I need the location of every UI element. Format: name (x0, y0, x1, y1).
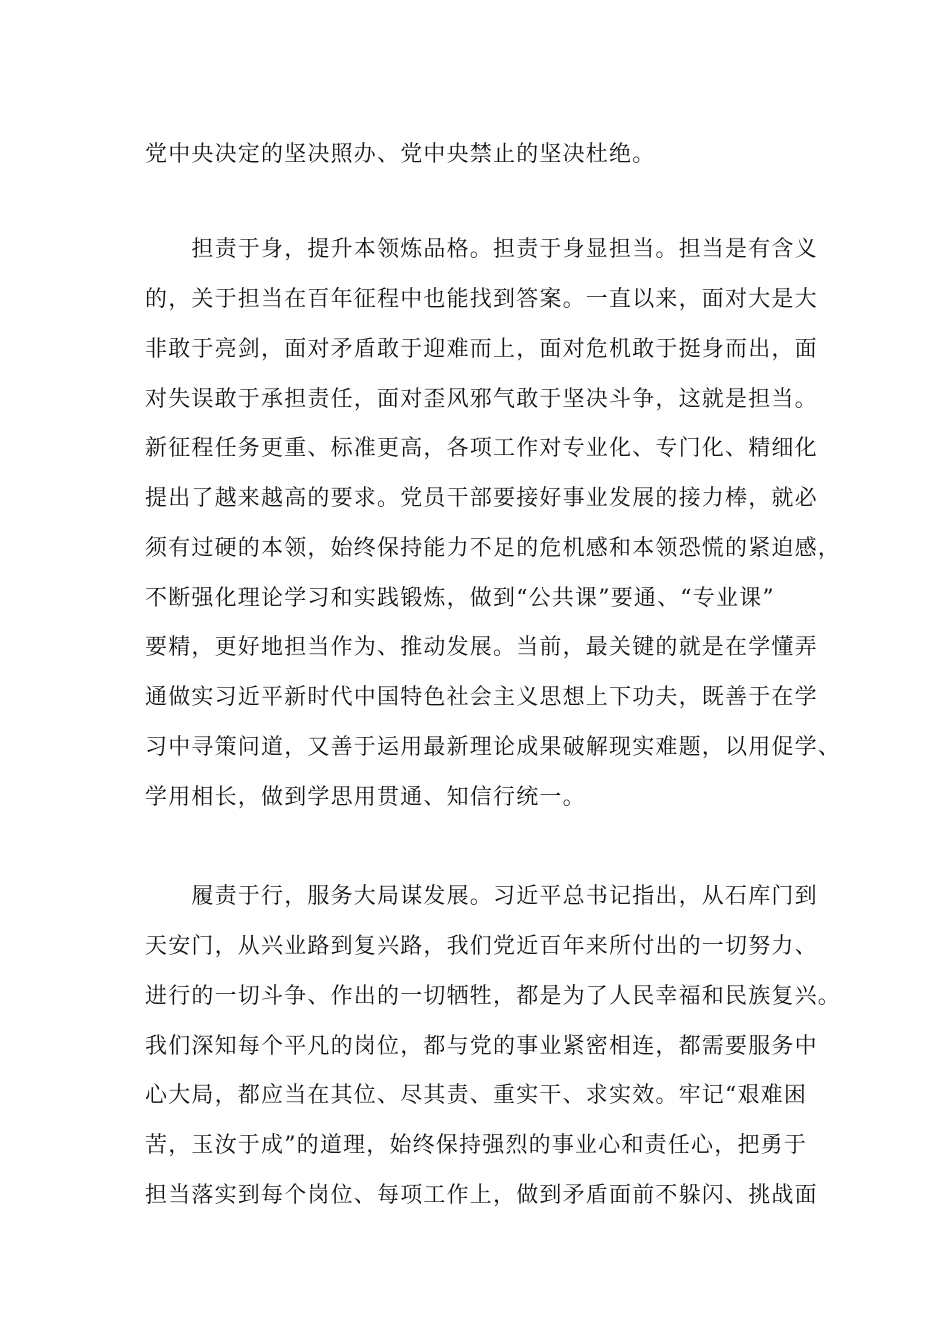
paragraph-2-line-3: 非敢于亮剑，面对矛盾敢于迎难而上，面对危机敢于挺身而出，面 (145, 337, 818, 362)
paragraph-2-line-7: 须有过硬的本领，始终保持能力不足的危机感和本领恐慌的紧迫感， (145, 536, 842, 561)
paragraph-3-line-5: 心大局，都应当在其位、尽其责、重实干、求实效。牢记“艰难困 (145, 1083, 808, 1108)
paragraph-2-line-1: 担责于身，提升本领炼品格。担责于身显担当。担当是有含义 (145, 237, 818, 262)
paragraph-3-line-6: 苦，玉汝于成”的道理，始终保持强烈的事业心和责任心，把勇于 (145, 1133, 808, 1158)
paragraph-2-line-2: 的，关于担当在百年征程中也能找到答案。一直以来，面对大是大 (145, 287, 818, 312)
paragraph-2-line-11: 习中寻策问道，又善于运用最新理论成果破解现实难题，以用促学、 (145, 735, 842, 760)
paragraph-3-line-1: 履责于行，服务大局谋发展。习近平总书记指出，从石库门到 (145, 884, 818, 909)
paragraph-3-line-7: 担当落实到每个岗位、每项工作上，做到矛盾面前不躲闪、挑战面 (145, 1183, 818, 1208)
paragraph-1-line-1: 党中央决定的坚决照办、党中央禁止的坚决杜绝。 (145, 142, 656, 167)
paragraph-2-line-5: 新征程任务更重、标准更高，各项工作对专业化、专门化、精细化 (145, 436, 818, 461)
paragraph-3-line-3: 进行的一切斗争、作出的一切牺牲，都是为了人民幸福和民族复兴。 (145, 984, 842, 1009)
paragraph-2-line-9: 要精，更好地担当作为、推动发展。当前，最关键的就是在学懂弄 (145, 635, 818, 660)
paragraph-2-line-10: 通做实习近平新时代中国特色社会主义思想上下功夫，既善于在学 (145, 685, 818, 710)
paragraph-2-line-4: 对失误敢于承担责任，面对歪风邪气敢于坚决斗争，这就是担当。 (145, 387, 818, 412)
paragraph-2-line-12: 学用相长，做到学思用贯通、知信行统一。 (145, 785, 586, 810)
paragraph-2-line-8: 不断强化理论学习和实践锻炼，做到“公共课”要通、“专业课” (145, 586, 775, 611)
paragraph-2-line-6: 提出了越来越高的要求。党员干部要接好事业发展的接力棒，就必 (145, 486, 818, 511)
paragraph-3-line-2: 天安门，从兴业路到复兴路，我们党近百年来所付出的一切努力、 (145, 934, 818, 959)
paragraph-3-line-4: 我们深知每个平凡的岗位，都与党的事业紧密相连，都需要服务中 (145, 1034, 818, 1059)
